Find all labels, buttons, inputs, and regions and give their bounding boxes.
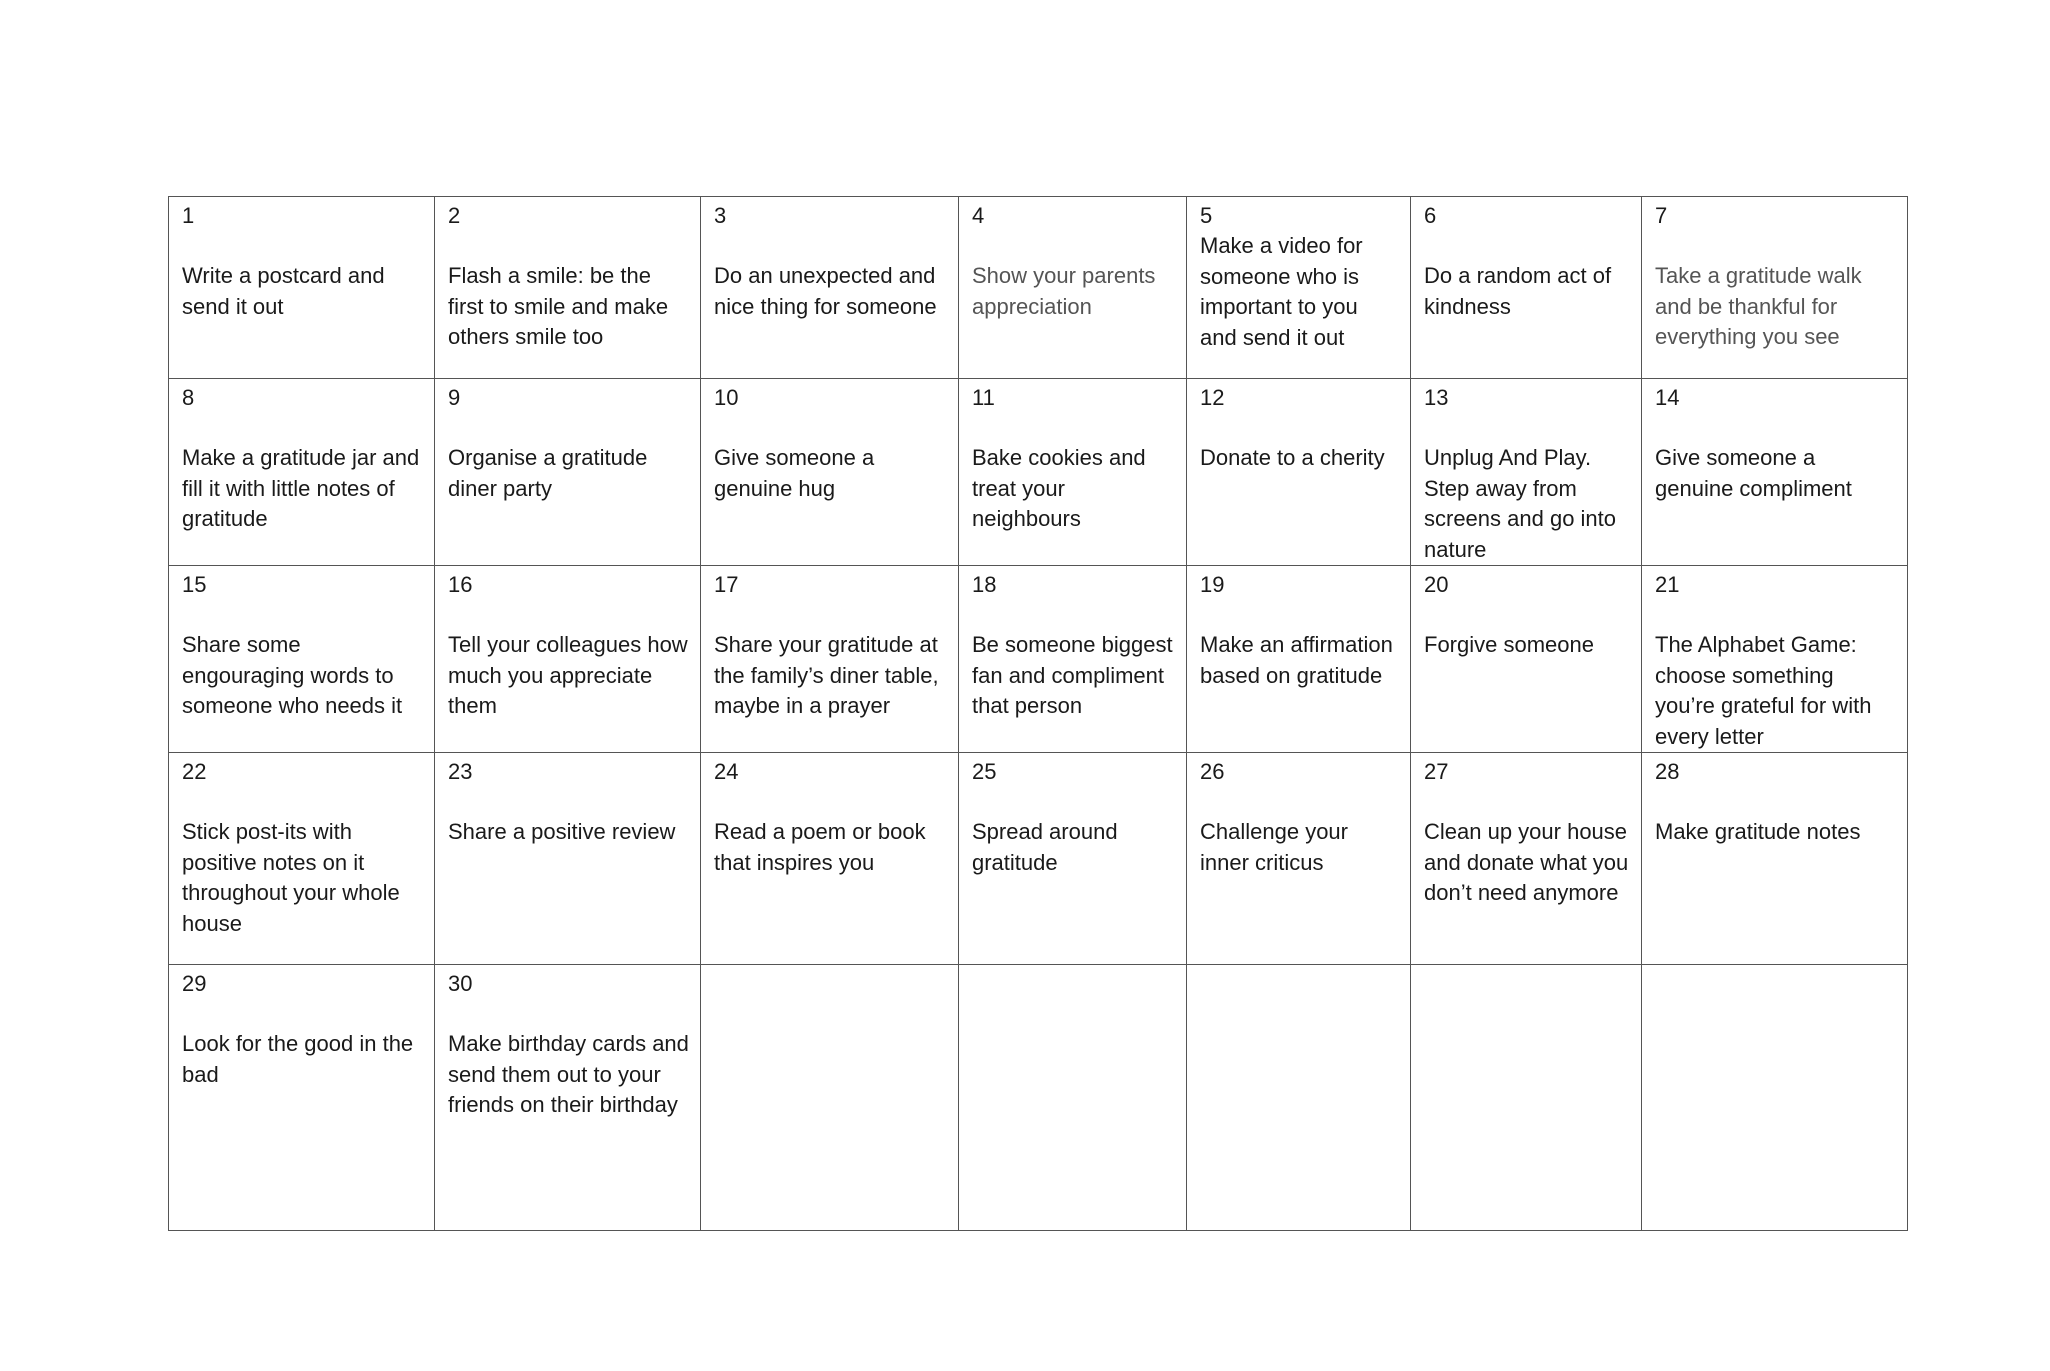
day-cell	[959, 379, 1187, 566]
empty-cell	[1411, 965, 1642, 1231]
day-number: 2	[448, 203, 461, 228]
day-task: Show your parents appreciation	[972, 263, 1156, 319]
day-number: 28	[1655, 759, 1680, 785]
empty-cell	[701, 965, 959, 1231]
day-number: 13	[1424, 385, 1449, 410]
day-number: 23	[448, 759, 473, 785]
day-task: Write a postcard and send it out	[182, 263, 385, 319]
day-task: Tell your colleagues how much you appreciate them	[448, 632, 688, 719]
day-cell	[435, 965, 701, 1231]
day-task: Do a random act of kindness	[1424, 263, 1612, 319]
day-number: 29	[182, 971, 207, 997]
day-task: Share some engouraging words to someone who needs it	[182, 632, 403, 719]
day-cell	[1187, 566, 1411, 753]
day-task: Give someone a genuine hug	[714, 445, 875, 501]
calendar-week-row	[169, 566, 1908, 753]
day-number: 19	[1200, 572, 1225, 598]
day-cell	[1411, 197, 1642, 379]
day-number: 11	[972, 385, 995, 410]
day-cell	[1642, 379, 1908, 566]
day-task: Challenge your inner criticus	[1200, 819, 1348, 875]
day-task: Look for the good in the bad	[182, 1031, 414, 1087]
calendar-week-row	[169, 379, 1908, 566]
calendar-week-row	[169, 965, 1908, 1231]
day-cell	[169, 753, 435, 965]
day-number: 12	[1200, 385, 1225, 410]
day-cell	[1642, 197, 1908, 379]
day-number: 3	[714, 203, 727, 228]
day-task: Clean up your house and donate what you don’t need anymore	[1424, 819, 1629, 906]
day-number: 17	[714, 572, 739, 598]
day-task: Flash a smile: be the first to smile and make others smile too	[448, 263, 669, 350]
day-cell	[701, 379, 959, 566]
day-cell	[701, 753, 959, 965]
day-number: 14	[1655, 385, 1680, 410]
day-task: Make a video for someone who is important to you and send it out	[1200, 233, 1363, 350]
day-number: 6	[1424, 203, 1437, 228]
day-number: 25	[972, 759, 997, 785]
day-number: 24	[714, 759, 739, 785]
day-number: 8	[182, 385, 195, 410]
day-cell	[169, 965, 435, 1231]
day-cell	[1187, 379, 1411, 566]
day-number: 1	[182, 203, 195, 228]
empty-cell	[1187, 965, 1411, 1231]
day-number: 9	[448, 385, 461, 410]
day-task: Make an affirmation based on gratitude	[1200, 632, 1393, 688]
day-cell	[959, 753, 1187, 965]
day-cell	[701, 197, 959, 379]
day-cell	[959, 197, 1187, 379]
day-number: 18	[972, 572, 997, 598]
day-task: Make gratitude notes	[1655, 819, 1861, 845]
day-task: Stick post-its with positive notes on it throughout your whole house	[182, 819, 400, 936]
day-number: 10	[714, 385, 739, 410]
day-task: Spread around gratitude	[972, 819, 1118, 875]
day-number: 15	[182, 572, 207, 598]
day-number: 21	[1655, 572, 1680, 598]
day-cell	[959, 566, 1187, 753]
day-task: Forgive someone	[1424, 632, 1594, 658]
day-cell	[435, 197, 701, 379]
gratitude-calendar-table	[168, 196, 1908, 1231]
calendar-week-row	[169, 197, 1908, 379]
day-number: 26	[1200, 759, 1225, 785]
day-number: 5	[1200, 203, 1213, 228]
calendar-week-row	[169, 753, 1908, 965]
day-task: Unplug And Play. Step away from screens and go into nature	[1424, 445, 1617, 562]
day-cell	[1411, 753, 1642, 965]
day-number: 7	[1655, 203, 1668, 228]
day-number: 16	[448, 572, 473, 598]
day-cell	[1642, 566, 1908, 753]
day-task: Do an unexpected and nice thing for someone	[714, 263, 937, 319]
day-cell	[435, 753, 701, 965]
day-number: 4	[972, 203, 985, 228]
day-cell	[1411, 566, 1642, 753]
empty-cell	[1642, 965, 1908, 1231]
day-cell	[701, 566, 959, 753]
day-number: 20	[1424, 572, 1449, 598]
day-number: 22	[182, 759, 207, 785]
day-task: Organise a gratitude diner party	[448, 445, 648, 501]
empty-cell	[959, 965, 1187, 1231]
day-cell	[1187, 197, 1411, 379]
day-cell	[435, 566, 701, 753]
day-task: Make a gratitude jar and fill it with little notes of gratitude	[182, 445, 420, 532]
day-task: Donate to a cherity	[1200, 445, 1385, 471]
day-cell	[169, 566, 435, 753]
day-cell	[435, 379, 701, 566]
day-task: Share your gratitude at the family’s diner table, maybe in a prayer	[714, 632, 939, 719]
day-task: Read a poem or book that inspires you	[714, 819, 926, 875]
day-cell	[169, 197, 435, 379]
day-cell	[169, 379, 435, 566]
day-task: Bake cookies and treat your neighbours	[972, 445, 1146, 532]
day-task: Give someone a genuine compliment	[1655, 445, 1852, 501]
day-task: Make birthday cards and send them out to your friends on their birthday	[448, 1031, 689, 1118]
day-cell	[1642, 753, 1908, 965]
day-cell	[1187, 753, 1411, 965]
day-task: The Alphabet Game: choose something you’re grateful for with every letter	[1655, 632, 1872, 749]
day-task: Be someone biggest fan and compliment that person	[972, 632, 1173, 719]
day-cell	[1411, 379, 1642, 566]
day-task: Take a gratitude walk and be thankful for everything you see	[1655, 263, 1862, 350]
day-number: 30	[448, 971, 473, 997]
day-task: Share a positive review	[448, 819, 676, 845]
day-number: 27	[1424, 759, 1449, 785]
